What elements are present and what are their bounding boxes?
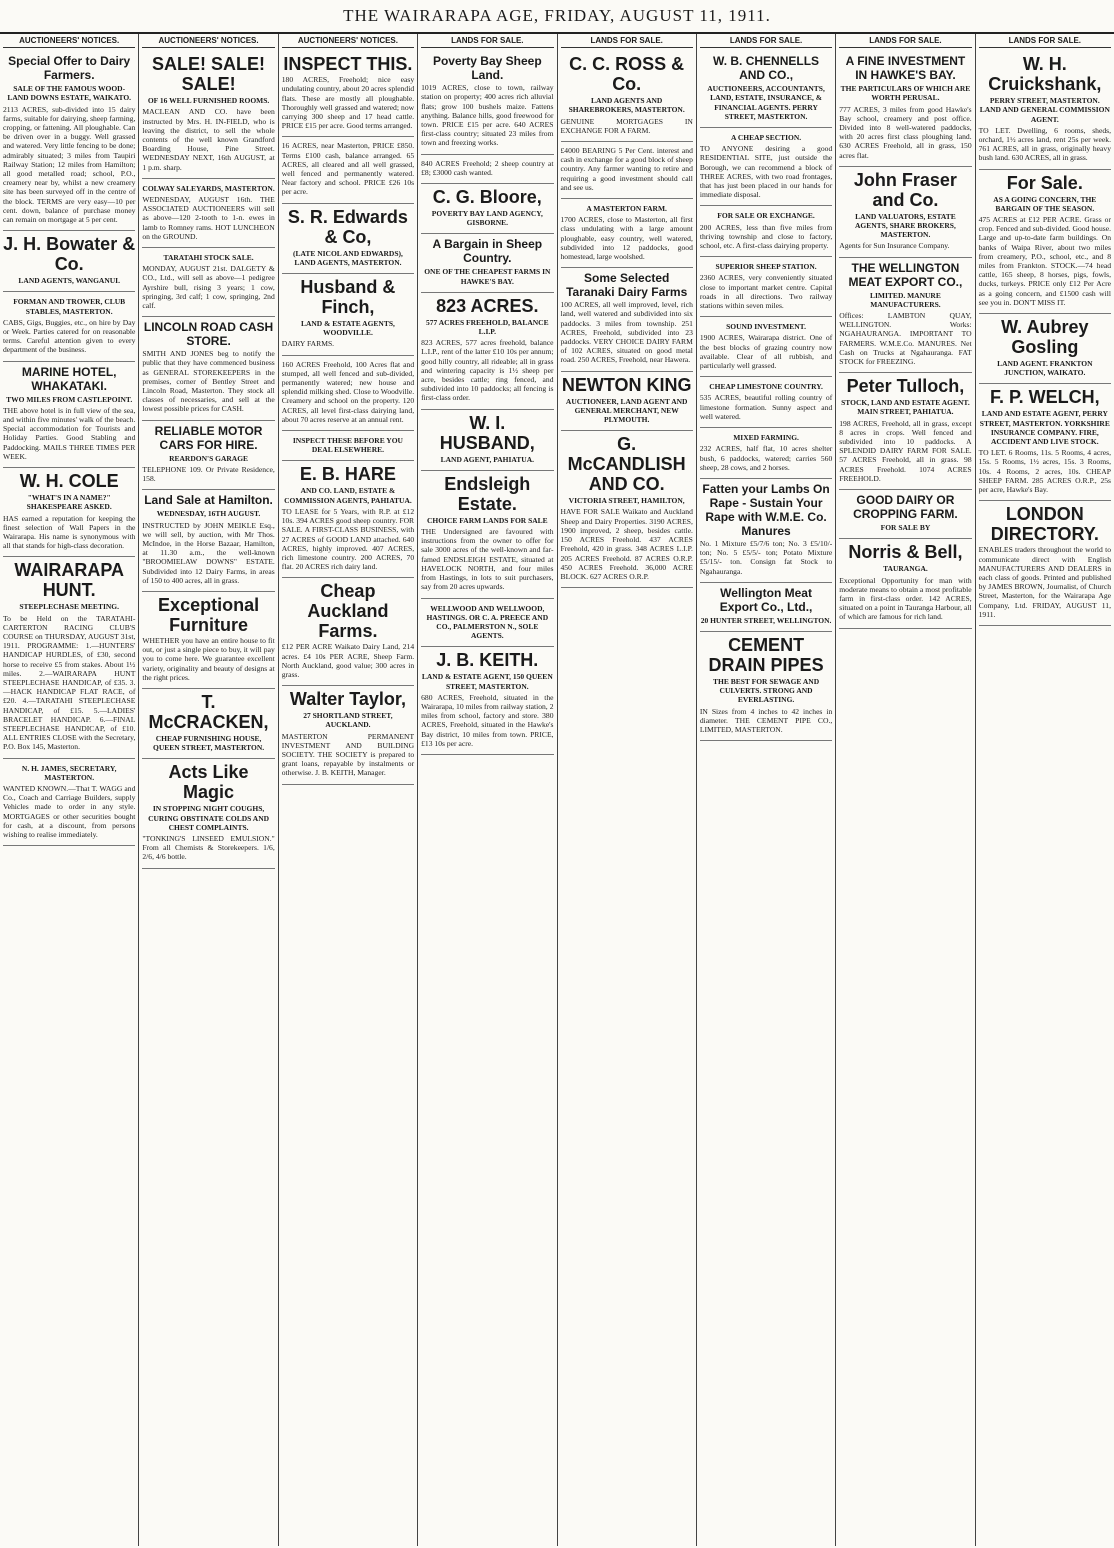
ad-title: J. H. Bowater & Co.	[3, 234, 136, 275]
advertisement	[142, 759, 274, 868]
ad-title: Land Sale at Hamilton.	[144, 493, 273, 508]
ad-title: Fatten your Lambs On Rape - Sustain Your Rape with W.M.E. Co. Manures	[702, 481, 830, 538]
ad-title: C. G. Bloore,	[432, 187, 542, 208]
ad-body: 160 ACRES Freehold, 100 Acres flat and stumped, all well fenced and sub-divided, permanently watered; new house and splendid milking shed. Close to Woodville. Creamery and school on the property. 120 ACRES, all level first-class dairying land, about 70 acres reserve at an annual rent.	[281, 359, 415, 424]
ad-title: W. H. COLE	[19, 471, 119, 492]
ad-body: 200 ACRES, less than five miles from thriving township and close to factory, school, etc. A first-class dairying property.	[699, 222, 833, 251]
advertisement	[700, 632, 832, 741]
advertisement	[561, 372, 693, 432]
advertisement	[3, 231, 135, 292]
advertisement	[421, 155, 553, 184]
ad-body: INSTRUCTED by JOHN MEIKLE Esq., we will sell, by auction, with Mr Thos. McIndoe, in the Horse Bazaar, Hamilton, at 11.30 a.m., the well-known "BROOMIELAW DOWNS" ESTATE. Subdivided into 12 Dairy Farms, in areas of 150 to 400 acres, all in grass.	[142, 520, 275, 585]
ad-subheading: LAND & ESTATE AGENT, 150 QUEEN STREET, MASTERTON.	[421, 672, 553, 691]
ad-title: Cheap Auckland Farms.	[307, 581, 389, 642]
ad-body: £12 PER ACRE Waikato Dairy Land, 214 acres. £4 10s PER ACRE, Sheep Farm. North Auckland, good value; 300 acres in grass.	[281, 642, 415, 679]
ad-body: HAS earned a reputation for keeping the finest selection of Wall Papers in the Wairarapa. His name is synonymous with all that stands for high-class decoration.	[3, 513, 136, 551]
ad-body: 16 ACRES, near Masterton, PRICE £850. Terms £100 cash, balance arranged. 65 ACRES, all cleared and all well grassed, well fenced and permanently watered. Near factory and school. PRICE £26 10s per acre.	[281, 141, 415, 197]
ad-title: Norris & Bell,	[848, 542, 963, 563]
ad-title: Walter Taylor,	[289, 689, 406, 710]
ad-subheading: STEEPLECHASE MEETING.	[19, 602, 119, 612]
advertisement	[282, 686, 414, 784]
ad-body: THE Undersigned are favoured with instructions from the owner to offer for sale 3000 acres of the well-known and far-famed ENDSLEIGH ESTATE, situated at HAVELOCK NORTH, and four miles from Hastings, in lots to suit purchasers, say from 20 acres upwards.	[421, 527, 554, 592]
ad-subheading: N. H. JAMES, SECRETARY, MASTERTON.	[21, 763, 117, 782]
ad-subheading: FOR SALE OR EXCHANGE.	[717, 211, 815, 221]
ad-subheading: OF 16 WELL FURNISHED ROOMS.	[147, 96, 270, 106]
ad-body: TO LEASE for 5 Years, with R.P. at £12 10s. 394 ACRES good sheep country. FOR SALE. A FIRST-CLASS BUSINESS, with 27 ACRES of GOOD LAND attached. 640 ACRES, highly improved. 407 ACRES, rich limestone country. 200 ACRES, 70 flat. 20 ACRES rich dairy land.	[281, 506, 415, 572]
ad-body: Exceptional Opportunity for man with moderate means to obtain a most profitable farm in first-class order. 142 ACRES, situated on a point in Tauranga Harbour, all of which are famous for rich land.	[839, 575, 972, 622]
ad-body: CABS, Gigs, Buggies, etc., on hire by Day or Week. Parties catered for on reasonable terms. Careful attention given to every department of the business.	[3, 317, 136, 355]
advertisement	[561, 51, 693, 142]
advertisement	[421, 410, 553, 471]
advertisement	[421, 471, 553, 599]
advertisement	[3, 51, 135, 231]
ad-title: LONDON DIRECTORY.	[990, 504, 1099, 545]
ad-title: W. H. Cruickshank,	[988, 54, 1102, 95]
ad-title: 823 ACRES.	[436, 295, 539, 316]
ad-subheading: TARATAHI STOCK SALE.	[163, 253, 254, 263]
ad-subheading: 577 ACRES FREEHOLD, BALANCE L.I.P.	[426, 317, 549, 337]
ad-title: S. R. Edwards & Co,	[287, 206, 408, 247]
advertisement	[979, 51, 1111, 169]
ad-title: F. P. WELCH,	[989, 387, 1100, 408]
advertisement	[3, 292, 135, 361]
advertisement	[561, 142, 693, 199]
advertisement	[3, 362, 135, 468]
ad-subheading: LAND AGENT. FRANKTON JUNCTION, WAIKATO.	[997, 359, 1093, 378]
ad-title: For Sale.	[1006, 172, 1083, 193]
columns	[0, 34, 1114, 1546]
ad-title: Exceptional Furniture	[158, 594, 260, 635]
ad-body: MACLEAN AND CO. have been instructed by Mrs. H. IN-FIELD, who is leaving the district, to sell the whole contents of the well known Grandford Boarding House, Pine Street. WEDNESDAY NEXT, 16th AUGUST, at 1 p.m. sharp.	[142, 107, 275, 172]
ad-body: 823 ACRES, 577 acres freehold, balance L.I.P., rent of the latter £10 10s per annum; good hilly country, all rideable; all in grass and wintering capacity is 1½ sheep per acre, besides cattle; ring fenced, and subdivided into 10 paddocks; all fencing is first-class order.	[421, 338, 554, 403]
column-header: LANDS FOR SALE.	[700, 36, 832, 48]
advertisement	[839, 490, 971, 539]
ad-subheading: AND CO. LAND, ESTATE & COMMISSION AGENTS, PAHIATUA.	[284, 486, 412, 505]
column-7	[836, 34, 975, 1546]
ad-body: 840 ACRES Freehold; 2 sheep country at £8; £3000 cash wanted.	[421, 158, 554, 177]
ad-subheading: TAURANGA.	[883, 564, 928, 574]
ad-body: THE above hotel is in full view of the sea, and within five minutes' walk of the beach. Special accommodation for Tourists and Holiday Parties. Good Stabling and Paddocking. MAILS THREE TIMES PER WEEK.	[3, 405, 136, 461]
advertisement	[700, 257, 832, 317]
ad-subheading: 27 SHORTLAND STREET, AUCKLAND.	[303, 711, 393, 730]
advertisement	[700, 428, 832, 479]
column-4	[418, 34, 557, 1546]
column-header: AUCTIONEERS' NOTICES.	[142, 36, 274, 48]
ad-subheading: (LATE NICOL AND EDWARDS), LAND AGENTS, MASTERTON.	[292, 248, 403, 267]
ad-body: 680 ACRES, Freehold, situated in the Wairarapa, 10 miles from railway station, 2 miles from school, factory and store. 380 ACRES, Freehold, situated in the Hawke's Bay district, 10 miles from town. PRICE, £13 10s per acre.	[421, 692, 554, 748]
advertisement	[839, 167, 971, 258]
ad-subheading: SOUND INVESTMENT.	[726, 322, 806, 332]
ad-subheading: POVERTY BAY LAND AGENCY, GISBORNE.	[431, 209, 543, 228]
ad-title: A Bargain in Sheep Country.	[432, 237, 543, 266]
ad-subheading: LIMITED. MANURE MANUFACTURERS.	[870, 290, 941, 309]
ad-title: T. McCRACKEN,	[148, 691, 269, 732]
ad-body: ENABLES traders throughout the world to communicate direct with English MANUFACTURERS AND DEALERS in each class of goods. Printed and published by JAMES BROWN, Journalist, of Church Street, Masterton, for the Wairarapa Age Company, Ltd. FRIDAY, AUGUST 11, 1911.	[978, 545, 1111, 619]
ad-subheading: LAND AGENTS, WANGANUI.	[18, 276, 120, 286]
masthead	[0, 0, 1114, 34]
ad-title: A FINE INVESTMENT IN HAWKE'S BAY.	[845, 54, 966, 83]
advertisement	[142, 51, 274, 179]
ad-title: E. B. HARE	[299, 464, 396, 485]
ad-title: Special Offer to Dairy Farmers.	[8, 54, 131, 83]
ad-subheading: SALE OF THE FAMOUS WOOD-LAND DOWNS ESTATE, WAIKATO.	[7, 84, 132, 103]
advertisement	[700, 317, 832, 377]
ad-body: 1700 ACRES, close to Masterton, all first class undulating with a large amount ploughable, easy country, well watered, subdivided into 12 paddocks, good homestead, large woolshed.	[560, 215, 693, 262]
ad-subheading: REARDON'S GARAGE	[169, 453, 249, 463]
ad-subheading: LAND AGENTS AND SHAREBROKERS, MASTERTON.	[568, 96, 685, 115]
ad-body: WANTED KNOWN.—That T. WAGG and Co., Coach and Carriage Builders, supply Vehicles made to order in any style. MORTGAGES or other securities bought for cash, at a discount, from persons wishing to realise immediately.	[3, 783, 136, 839]
ad-body: SMITH AND JONES beg to notify the public that they have commenced business as GENERAL STOREKEEPERS in the premises, corner of Bentley Street and Lincoln Road, Masterton. They stock all classes of necessaries, and sell at the lowest possible prices for CASH.	[142, 349, 275, 414]
advertisement	[142, 317, 274, 420]
ad-body: 777 ACRES, 3 miles from good Hawke's Bay school, creamery and post office. Divided into 8 well-watered paddocks, with 20 acres first class ploughing land. 630 ACRES Freehold, all in grass, 150 acres flat.	[839, 104, 972, 160]
ad-title: W. I. HUSBAND,	[439, 412, 535, 453]
ad-subheading: TWO MILES FROM CASTLEPOINT.	[6, 394, 133, 404]
column-header: LANDS FOR SALE.	[979, 36, 1111, 48]
advertisement	[700, 479, 832, 583]
ad-subheading: LAND VALUATORS, ESTATE AGENTS, SHARE BROKERS, MASTERTON.	[855, 211, 956, 240]
ad-subheading: A MASTERTON FARM.	[586, 204, 667, 214]
advertisement	[839, 258, 971, 374]
ad-body: Agents for Sun Insurance Company.	[839, 241, 950, 251]
ad-title: MARINE HOTEL, WHAKATAKI.	[21, 364, 117, 393]
ad-subheading: CHOICE FARM LANDS FOR SALE	[426, 515, 548, 525]
ad-subheading: 20 HUNTER STREET, WELLINGTON.	[700, 615, 832, 625]
advertisement	[282, 204, 414, 274]
ad-title: Endsleigh Estate.	[444, 473, 531, 514]
advertisement	[979, 384, 1111, 501]
advertisement	[839, 373, 971, 490]
advertisement	[142, 592, 274, 689]
ad-title: C. C. ROSS & Co.	[569, 54, 685, 95]
ad-title: SALE! SALE! SALE!	[152, 54, 266, 95]
advertisement	[3, 468, 135, 557]
column-6	[697, 34, 836, 1546]
advertisement	[561, 268, 693, 371]
column-header: LANDS FOR SALE.	[839, 36, 971, 48]
advertisement	[3, 557, 135, 758]
advertisement	[421, 647, 553, 755]
column-header: LANDS FOR SALE.	[561, 36, 693, 48]
ad-body: 198 ACRES, Freehold, all in grass, except 8 acres in crops. Well fenced and subdivided into 10 paddocks. A SPLENDID DAIRY FARM FOR SALE. 57 ACRES Freehold, all in grass. 98 ACRES Freehold. 1074 ACRES FREEHOLD.	[839, 418, 972, 483]
advertisement	[142, 421, 274, 491]
ad-body: 2113 ACRES, sub-divided into 15 dairy farms, suitable for dairying, sheep farming, cropping, or fattening. All ploughable. Can be driven over in a buggy. Well grassed and watered. Very little fencing to be done; admirably situated; 3 miles from Taupiri Railway Station; 12 miles from Hamilton; all good metalled road; school, P.O., creamery near by, whilst a new creamery site has been surveyed off in the centre of the block. TERMS are very easy—10 per cent. down, balance of purchase money can remain on mortgage at 5 per cent.	[3, 104, 136, 225]
ad-body: TO LET. 6 Rooms, 11s. 5 Rooms, 4 acres, 15s. 5 Rooms, 1½ acres, 15s. 3 Rooms, 10s. 4 Rooms, 2 acres, 10s. CHEAP SHEEP FARM. 285 ACRES O.R.P., 25s per acre, Hawke's Bay.	[978, 448, 1111, 495]
advertisement	[839, 539, 971, 628]
advertisement	[282, 431, 414, 461]
ad-subheading: A CHEAP SECTION.	[730, 133, 802, 143]
ad-body: 2360 ACRES, very conveniently situated close to important market centre. Capital roads in all directions. Two railway stations within seven miles.	[699, 273, 833, 311]
ad-title: Peter Tulloch,	[846, 376, 965, 397]
ad-title: John Fraser and Co.	[853, 169, 957, 210]
advertisement	[142, 490, 274, 592]
ad-subheading: AS A GOING CONCERN, THE BARGAIN OF THE SEASON.	[993, 194, 1097, 213]
ad-body: GENUINE MORTGAGES IN EXCHANGE FOR A FARM.	[560, 116, 693, 135]
ad-title: Some Selected Taranaki Dairy Farms	[566, 271, 688, 300]
ad-subheading: CHEAP FURNISHING HOUSE, QUEEN STREET, MASTERTON.	[152, 733, 265, 753]
advertisement	[979, 170, 1111, 314]
advertisement	[421, 293, 553, 410]
masthead-title: THE WAIRARAPA AGE, FRIDAY, AUGUST 11, 1911.	[343, 6, 771, 25]
ad-title: Husband & Finch,	[300, 277, 396, 318]
ad-subheading: PERRY STREET, MASTERTON. LAND AND GENERAL COMMISSION AGENT.	[979, 96, 1110, 124]
advertisement	[282, 578, 414, 686]
ad-subheading: FORMAN AND TROWER, CLUB STABLES, MASTERTON.	[13, 297, 126, 316]
column-2	[139, 34, 278, 1546]
ad-body: No. 1 Mixture £5/7/6 ton; No. 3 £5/10/- ton; No. 5 £5/5/- ton; Potato Mixture £5/15/- ton. Consign fat Stock to Ngahauranga.	[699, 538, 833, 576]
advertisement	[979, 501, 1111, 626]
column-header: LANDS FOR SALE.	[421, 36, 553, 48]
ad-body: 232 ACRES, half flat, 10 acres shelter bush, 6 paddocks, watered; carries 560 sheep, 28 cows, and 2 horses.	[699, 444, 833, 472]
ad-title: J. B. KEITH.	[436, 650, 539, 671]
ad-body: 475 ACRES at £12 PER ACRE. Grass or crop. Fenced and sub-divided. Good house. Large and up-to-date farm buildings. On banks of Waipa River, about two miles from creamery, P.O., school, etc., and 8 miles from Frankton. STOCK.—74 head cattle, 165 sheep, 8 horses, pigs, fowls, ducks, turkeys. PRICE only £12 Per Acre as a going concern, and £1500 cash will see you in. DON'T MISS IT.	[978, 215, 1111, 307]
advertisement	[979, 314, 1111, 384]
column-3	[279, 34, 418, 1546]
ad-title: Wellington Meat Export Co., Ltd.,	[719, 585, 813, 614]
ad-subheading: THE BEST FOR SEWAGE AND CULVERTS. STRONG AND EVERLASTING.	[712, 676, 820, 705]
ad-title: INSPECT THIS.	[283, 54, 413, 75]
ad-subheading: AUCTIONEERS, ACCOUNTANTS, LAND, ESTATE, INSURANCE, & FINANCIAL AGENTS. PERRY STREET, MASTERTON.	[707, 84, 825, 121]
ad-body: 180 ACRES, Freehold; nice easy undulating country, about 20 acres splendid flats. These are mostly all ploughable. Thoroughly well grassed and watered; now carrying 300 sheep and 17 head cattle. PRICE £15 per acre. Good terms arranged.	[281, 75, 415, 131]
ad-subheading: LAND AGENT, PAHIATUA.	[440, 454, 534, 464]
advertisement	[3, 759, 135, 847]
advertisement	[282, 137, 414, 203]
ad-body: "TONKING'S LINSEED EMULSION." From all Chemists & Storekeepers. 1/6, 2/6, 4/6 bottle.	[142, 833, 275, 862]
ad-body: WEDNESDAY, AUGUST 16th. THE ASSOCIATED AUCTIONEERS will sell as above—120 2-tooth to 1-n. ewes in lamb to Romney rams. HOT LUNCHEON on the GROUND.	[142, 195, 275, 241]
ad-subheading: COLWAY SALEYARDS, MASTERTON.	[142, 183, 275, 193]
ad-body: 1019 ACRES, close to town, railway station on property; 400 acres rich alluvial flats; grow 100 bushels maize. Fattens anything. Balance hills, good freewood for town. PRICE £15 per acre. 640 ACRES first-class country; situated 23 miles from town and freezing works.	[421, 83, 554, 148]
column-1	[0, 34, 139, 1546]
advertisement	[282, 51, 414, 137]
ad-subheading: LAND & ESTATE AGENTS, WOODVILLE.	[300, 319, 395, 338]
ad-subheading: IN STOPPING NIGHT COUGHS, CURING OBSTINATE COLDS AND CHEST COMPLAINTS.	[148, 804, 270, 832]
ad-subheading: VICTORIA STREET, HAMILTON,	[568, 496, 685, 506]
ad-title: W. Aubrey Gosling	[1001, 317, 1089, 358]
advertisement	[839, 51, 971, 167]
ad-body: IN Sizes from 4 inches to 42 inches in diameter. THE CEMENT PIPE CO., LIMITED, MASTERTON.	[699, 706, 833, 734]
ad-subheading: INSPECT THESE BEFORE YOU DEAL ELSEWHERE.	[292, 436, 403, 455]
ad-body: TELEPHONE 109. Or Private Residence, 158.	[142, 464, 275, 484]
advertisement	[421, 234, 553, 292]
ad-body: HAVE FOR SALE Waikato and Auckland Sheep and Dairy Properties. 3190 ACRES, 1900 improved, 2 sheep, besides cattle. 150 ACRES Freehold. 437 ACRES Freehold, 420 in grass. 348 ACRES L.I.P. 205 ACRES Freehold. 87 ACRES O.R.P. 450 ACRES Freehold. 36,000 ACRE BLOCK. 627 ACRES O.R.P.	[560, 507, 693, 581]
ad-title: G. McCANDLISH AND CO.	[567, 434, 686, 495]
ad-title: RELIABLE MOTOR CARS FOR HIRE.	[154, 423, 263, 452]
advertisement	[421, 184, 553, 234]
advertisement	[700, 206, 832, 257]
advertisement	[700, 128, 832, 206]
ad-body: 1900 ACRES, Wairarapa district. One of the best blocks of grazing country now available. Clear of all rubbish, and particularly well grassed.	[699, 333, 833, 371]
ad-subheading: LAND AND ESTATE AGENT, PERRY STREET, MASTERTON. YORKSHIRE INSURANCE COMPANY. FIRE, ACCIDENT AND LIVE STOCK.	[979, 409, 1110, 447]
ad-title: THE WELLINGTON MEAT EXPORT CO.,	[848, 260, 963, 289]
ad-subheading: WEDNESDAY, 16TH AUGUST.	[156, 509, 261, 519]
advertisement	[700, 377, 832, 428]
ad-subheading: STOCK, LAND AND ESTATE AGENT. MAIN STREET, PAHIATUA.	[841, 398, 970, 417]
advertisement	[561, 431, 693, 588]
ad-body: MONDAY, AUGUST 21st. DALGETY & CO., Ltd., will sell as above—1 pedigree Ayrshire bull, rising 3 years; 1 cow, springing, 3rd calf; 1 cow, springing, 2nd calf.	[142, 264, 275, 311]
advertisement	[561, 199, 693, 268]
ad-body: 100 ACRES, all well improved, level, rich land, well watered and subdivided into six paddocks. 3 miles from township. 251 ACRES, Freehold, subdivided into 23 paddocks. VERY CHOICE DAIRY FARM of 102 ACRES, situated on good metal road. 250 ACRES, Freehold, near Hawera.	[560, 300, 693, 365]
advertisement	[142, 689, 274, 759]
column-header: AUCTIONEERS' NOTICES.	[3, 36, 135, 48]
ad-subheading: THE PARTICULARS OF WHICH ARE WORTH PERUSAL.	[840, 84, 971, 103]
ad-subheading: FOR SALE BY	[880, 523, 931, 533]
column-8	[976, 34, 1114, 1546]
ad-body: £4000 BEARING 5 Per Cent. interest and cash in exchange for a good block of sheep country. Any farmer wanting to retire and requiring a good investment should call and see us.	[560, 146, 693, 192]
column-5	[558, 34, 697, 1546]
advertisement	[421, 51, 553, 154]
ad-title: WAIRARAPA HUNT.	[14, 560, 125, 601]
ad-title: W. B. CHENNELLS AND CO.,	[713, 54, 820, 83]
column-header: AUCTIONEERS' NOTICES.	[282, 36, 414, 48]
ad-subheading: MIXED FARMING.	[733, 433, 799, 443]
ad-title: LINCOLN ROAD CASH STORE.	[143, 320, 274, 349]
ad-title: Poverty Bay Sheep Land.	[432, 54, 542, 83]
advertisement	[142, 248, 274, 317]
advertisement	[282, 461, 414, 578]
ad-body: WHETHER you have an entire house to fit out, or just a single piece to buy, it will pay you to come here. We guarantee excellent variety, originality and beauty of designs at the right prices.	[142, 635, 275, 682]
ad-title: Acts Like Magic	[168, 762, 249, 803]
ad-body: MASTERTON PERMANENT INVESTMENT AND BUILDING SOCIETY. THE SOCIETY is prepared to grant loans, repayable by instalments or otherwise. J. B. KEITH, Manager.	[281, 731, 415, 778]
advertisement	[421, 599, 553, 648]
advertisement	[282, 356, 414, 431]
ad-subheading: AUCTIONEER, LAND AGENT AND GENERAL MERCHANT, NEW PLYMOUTH.	[565, 396, 688, 425]
ad-body: TO LET. Dwelling, 6 rooms, sheds, orchard, 1½ acres land, rent 25s per week. 761 ACRES, all in grass, originally heavy bush land. 630 ACRES, all in grass.	[978, 125, 1111, 163]
advertisement	[282, 274, 414, 356]
ad-body: 535 ACRES, beautiful rolling country of limestone formation. Sunny aspect and well watered.	[699, 393, 833, 421]
advertisement	[700, 583, 832, 632]
ad-title: CEMENT DRAIN PIPES	[708, 634, 824, 675]
ad-subheading: "WHAT'S IN A NAME?" SHAKESPEARE ASKED.	[26, 493, 112, 512]
advertisement	[700, 51, 832, 128]
ad-body: Offices: LAMBTON QUAY, WELLINGTON. Works: NGAHAURANGA. IMPORTANT TO FARMERS. W.M.E.Co. MANURES. Net Cash on Trucks at Ngahauranga. FAT STOCK for FREEZING.	[839, 311, 972, 367]
advertisement	[142, 179, 274, 248]
ad-subheading: ONE OF THE CHEAPEST FARMS IN HAWKE'S BAY.	[424, 267, 551, 286]
ad-body: To be Held on the TARATAHI-CARTERTON RACING CLUB'S COURSE on THURSDAY, AUGUST 31st, 1911. PROGRAMME: 1.—HUNTERS' HANDICAP HURDLES, of £30, second horse to receive £5 from stakes. About 1½ miles. 2.—WAIRARAPA HUNT STEEPLECHASE HANDICAP, of £35. 3.—HACK HANDICAP FLAT RACE, of £20. 4.—TARATAHI STEEPLECHASE HANDICAP, of £15. 5.—LADIES' BRACELET HANDICAP. 6.—FINAL STEEPLECHASE HANDICAP, of £10. ALL ENTRIES CLOSE with the Secretary, P.O. Box 145, Masterton.	[3, 613, 136, 752]
ad-subheading: CHEAP LIMESTONE COUNTRY.	[709, 382, 823, 392]
ad-body: DAIRY FARMS.	[281, 339, 335, 349]
ad-title: NEWTON KING	[561, 374, 692, 395]
ad-title: GOOD DAIRY OR CROPPING FARM.	[853, 493, 958, 522]
ad-subheading: SUPERIOR SHEEP STATION.	[715, 262, 817, 272]
ad-body: TO ANYONE desiring a good RESIDENTIAL SITE, just outside the Borough, we can recommend a block of THREE ACRES, with two road frontages, that has just been placed in our hands for immediate disposal.	[699, 144, 833, 200]
ad-subheading: WELLWOOD AND WELLWOOD, HASTINGS. OR C. A. PREECE AND CO., PALMERSTON N., SOLE AGENTS.	[426, 603, 549, 641]
